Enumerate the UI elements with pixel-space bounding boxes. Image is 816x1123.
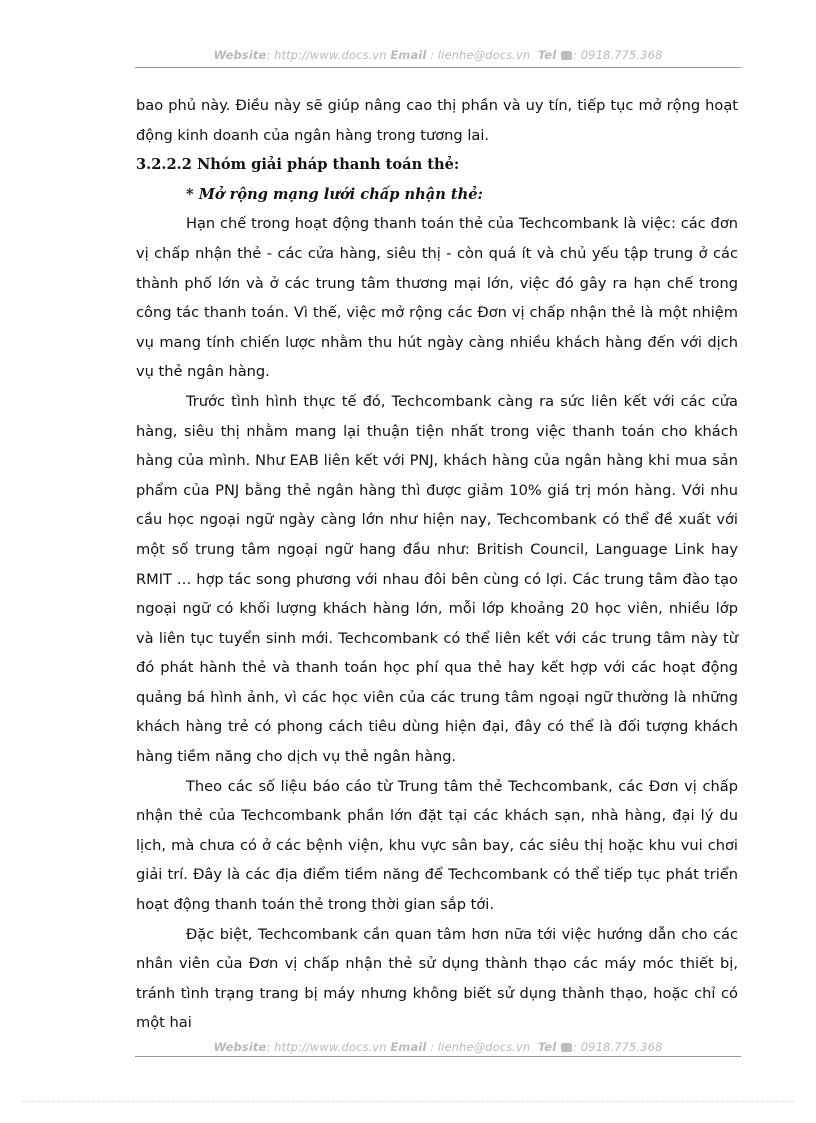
page-header — [135, 48, 741, 62]
document-body — [136, 91, 738, 1038]
header-divider — [135, 67, 741, 68]
body-paragraph: Theo các số liệu báo cáo từ Trung tâm thẻ Techcombank, các Đơn vị chấp nhận thẻ của Techcombank phần lớn đặt tại các khách sạn, nhà hàng, đại lý du lịch, mà chưa có ở các bệnh viện, khu vực sân bay, các siêu thị hoặc khu vui chơi giải trí. Đây là các địa điểm tiềm năng để Techcombank có thể tiếp tục phát triển hoạt động thanh toán thẻ trong thời gian sắp tới. — [136, 777, 738, 914]
footer-divider — [135, 1056, 741, 1057]
page-bottom-edge — [22, 1101, 794, 1102]
subsection-heading: * Mở rộng mạng lưới chấp nhận thẻ: — [186, 185, 483, 203]
footer-tel-label: Tel — [537, 1040, 557, 1054]
header-website-url: : http://www.docs.vn — [266, 48, 387, 62]
body-paragraph: Đặc biệt, Techcombank cần quan tâm hơn nữa tới việc hướng dẫn cho các nhân viên của Đơn vị chấp nhận thẻ sử dụng thành thạo các máy móc thiết bị, tránh tình trạng trang bị máy nhưng không biết sử dụng thành thạo, hoặc chỉ có một hai — [136, 925, 738, 1032]
header-email-value: : lienhe@docs.vn — [430, 48, 531, 62]
body-paragraph: bao phủ này. Điều này sẽ giúp nâng cao thị phần và uy tín, tiếp tục mở rộng hoạt động kinh doanh của ngân hàng trong tương lai. — [136, 97, 738, 144]
header-tel-label: Tel — [537, 48, 557, 62]
header-website-label: Website — [213, 48, 267, 62]
phone-icon — [561, 1043, 572, 1052]
section-heading: 3.2.2.2 Nhóm giải pháp thanh toán thẻ: — [136, 156, 460, 174]
footer-tel-value: : 0918.775.368 — [573, 1040, 663, 1054]
header-tel-value: : 0918.775.368 — [573, 48, 663, 62]
footer-email-value: : lienhe@docs.vn — [430, 1040, 531, 1054]
header-email-label: Email — [390, 48, 427, 62]
body-paragraph: Trước tình hình thực tế đó, Techcombank càng ra sức liên kết với các cửa hàng, siêu thị nhằm mang lại thuận tiện nhất trong việc thanh toán cho khách hàng của mình. Như EAB liên kết với PNJ, khách hàng của ngân hàng khi mua sản phẩm của PNJ bằng thẻ ngân hàng thì được giảm 10% giá trị món hàng. Với nhu cầu học ngoại ngữ ngày càng lớn như hiện nay, Techcombank có thể đề xuất với một số trung tâm ngoại ngữ hang đầu như: British Council, Language Link hay RMIT … hợp tác song phương với nhau đôi bên cùng có lợi. Các trung tâm đào tạo ngoại ngữ có khối lượng khách hàng lớn, mỗi lớp khoảng 20 học viên, nhiều lớp và liên tục tuyển sinh mới. Techcombank có thể liên kết với các trung tâm này từ đó phát hành thẻ và thanh toán học phí qua thẻ hay kết hợp với các hoạt động quảng bá hình ảnh, vì các học viên của các trung tâm ngoại ngữ thường là những khách hàng trẻ có phong cách tiêu dùng hiện đại, đây có thể là đối tượng khách hàng tiềm năng cho dịch vụ thẻ ngân hàng. — [136, 392, 738, 766]
footer-website-url: : http://www.docs.vn — [266, 1040, 387, 1054]
page-footer — [135, 1040, 741, 1054]
body-paragraph: Hạn chế trong hoạt động thanh toán thẻ của Techcombank là việc: các đơn vị chấp nhận thẻ - các cửa hàng, siêu thị - còn quá ít và chủ yếu tập trung ở các thành phố lớn và ở các trung tâm thương mại lớn, việc đó gây ra hạn chế trong công tác thanh toán. Vì thế, việc mở rộng các Đơn vị chấp nhận thẻ là một nhiệm vụ mang tính chiến lược nhằm thu hút ngày càng nhiều khách hàng đến với dịch vụ thẻ ngân hàng. — [136, 215, 738, 381]
footer-website-label: Website — [213, 1040, 267, 1054]
phone-icon — [561, 51, 572, 60]
footer-email-label: Email — [390, 1040, 427, 1054]
